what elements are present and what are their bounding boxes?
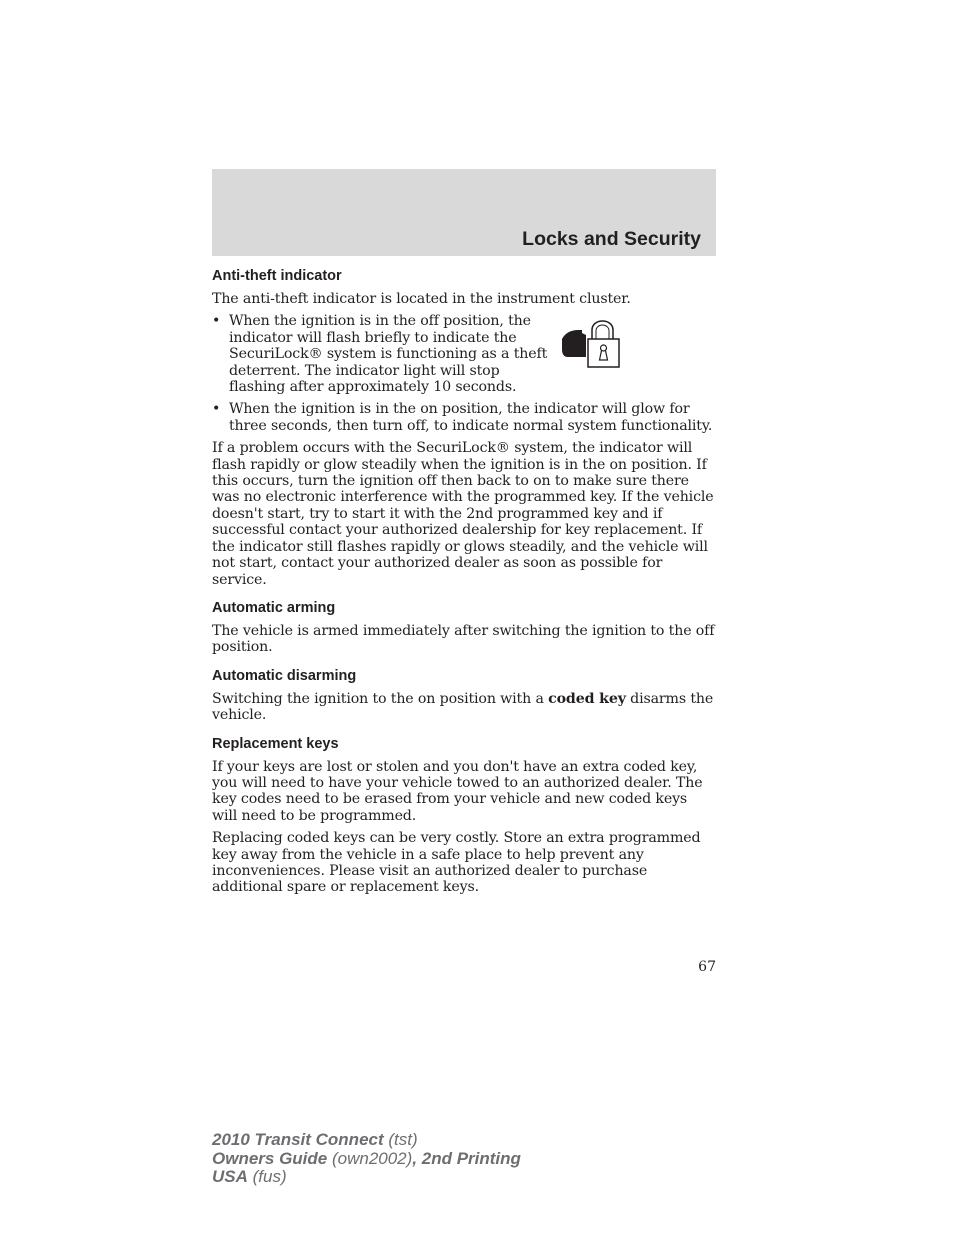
- section-replacement-keys: [212, 734, 716, 896]
- footer-market-code: (fus): [247, 1167, 287, 1186]
- bold-term: coded key: [548, 690, 626, 707]
- bullet-marker: •: [212, 401, 221, 418]
- paragraph: If a problem occurs with the SecuriLock® system, the indicator will flash rapidly or glow steadily when the ignition is in the on position. If this occurs, turn the ignition off then back to on to make sure there was no electronic interference with the programmed key. If the vehicle doesn't start, try to start it with the 2nd programmed key and if successful contact your authorized dealership for key replacement. If the indicator still flashes rapidly or glows steadily, and the vehicle will not start, contact your authorized dealer as soon as possible for service.: [212, 440, 714, 588]
- section-anti-theft-indicator: [212, 266, 716, 588]
- section-heading: Anti-theft indicator: [212, 268, 342, 284]
- section-heading: Automatic arming: [212, 599, 336, 616]
- footer-model: 2010 Transit Connect: [212, 1130, 384, 1149]
- footer-line: [212, 1168, 521, 1187]
- text: Switching the ignition to the on position with a: [212, 690, 549, 707]
- section-automatic-disarming: [212, 666, 716, 724]
- paragraph: Replacing coded keys can be very costly. Store an extra programmed key away from the vehicle in a safe place to help prevent any inconveniences. Please visit an authorized dealer to purchase additional spare or replacement keys.: [212, 830, 701, 896]
- paragraph: If your keys are lost or stolen and you don't have an extra coded key, you will need to have your vehicle towed to an authorized dealer. The key codes need to be erased from your vehicle and new coded keys will need to be programmed.: [212, 758, 703, 824]
- footer-line: [212, 1150, 521, 1169]
- section-heading: Replacement keys: [212, 735, 339, 752]
- bullet-text: When the ignition is in the off position, the indicator will flash briefly to indicate the SecuriLock® system is functioning as a theft deterrent. The indicator light will stop flashing after approximately 10 seconds.: [229, 313, 548, 396]
- anti-theft-lock-icon: [559, 313, 629, 373]
- bullet-marker: •: [212, 313, 221, 330]
- paragraph: The anti-theft indicator is located in the instrument cluster.: [212, 291, 631, 307]
- page-number: 67: [698, 959, 716, 975]
- bullet-list: [212, 313, 716, 434]
- document-footer: [212, 1131, 521, 1187]
- list-item: [212, 313, 716, 395]
- text: disarms the vehicle.: [212, 690, 714, 724]
- footer-guide-code: (own2002): [327, 1148, 413, 1168]
- chapter-title: Locks and Security: [522, 228, 701, 250]
- footer-line: [212, 1131, 521, 1150]
- page-content: [212, 266, 716, 906]
- footer-model-code: (tst): [383, 1130, 418, 1149]
- paragraph: The vehicle is armed immediately after switching the ignition to the off position.: [212, 622, 715, 656]
- footer-guide: Owners Guide: [212, 1148, 328, 1168]
- bullet-text: When the ignition is in the on position, the indicator will glow for three seconds, then turn off, to indicate normal system functionality.: [229, 401, 713, 434]
- list-item: [212, 401, 716, 434]
- section-heading: Automatic disarming: [212, 667, 357, 684]
- footer-market: USA: [212, 1167, 248, 1186]
- footer-printing: , 2nd Printing: [412, 1148, 521, 1168]
- section-automatic-arming: [212, 598, 716, 656]
- chapter-header-band: [212, 169, 716, 256]
- paragraph: [212, 691, 716, 724]
